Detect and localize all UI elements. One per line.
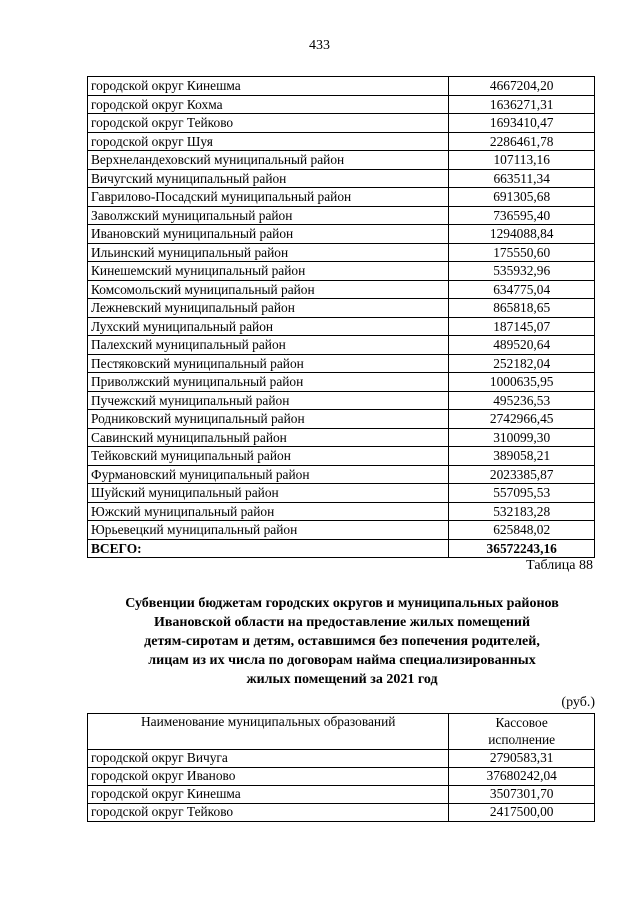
title-line: детям-сиротам и детям, оставшимся без попечения родителей, (144, 634, 540, 649)
table-row (88, 280, 595, 299)
table-row (88, 114, 595, 133)
column-header-value-line: Кассовое (495, 715, 548, 730)
municipality-name-cell: Юрьевецкий муниципальный район (88, 521, 449, 540)
amount-cell: 187145,07 (449, 317, 595, 336)
amount-cell: 865818,65 (449, 299, 595, 318)
table-row (88, 391, 595, 410)
table-row (88, 410, 595, 429)
table-row (88, 206, 595, 225)
title-line: жилых помещений за 2021 год (246, 672, 438, 687)
municipality-name-cell: городской округ Шуя (88, 132, 449, 151)
municipality-name-cell: городской округ Вичуга (88, 749, 449, 767)
table-number-label: Таблица 88 (526, 558, 593, 573)
amount-cell: 691305,68 (449, 188, 595, 207)
total-row (88, 539, 595, 558)
table-row (88, 188, 595, 207)
column-header-value-line: исполнение (488, 731, 556, 747)
title-line: лицам из их числа по договорам найма специализированных (148, 653, 536, 668)
municipality-name-cell: Комсомольский муниципальный район (88, 280, 449, 299)
amount-cell: 625848,02 (449, 521, 595, 540)
municipality-name-cell: Южский муниципальный район (88, 502, 449, 521)
amount-cell: 2742966,45 (449, 410, 595, 429)
municipality-name-cell: городской округ Кохма (88, 95, 449, 114)
amount-cell: 634775,04 (449, 280, 595, 299)
total-amount: 36572243,16 (449, 539, 595, 558)
table-row (88, 225, 595, 244)
table-row (88, 262, 595, 281)
table-row (88, 484, 595, 503)
municipality-name-cell: Палехский муниципальный район (88, 336, 449, 355)
page-number: 433 (309, 38, 330, 53)
table-row (88, 243, 595, 262)
subsidy-table-continued (87, 76, 595, 558)
title-line: Ивановской области на предоставление жилых помещений (153, 615, 531, 630)
column-header-value (449, 714, 595, 750)
amount-cell: 107113,16 (449, 151, 595, 170)
table-row (88, 77, 595, 96)
table-row (88, 521, 595, 540)
municipality-name-cell: городской округ Кинешма (88, 77, 449, 96)
table-row (88, 749, 595, 767)
total-label: ВСЕГО: (88, 539, 449, 558)
table1-body (88, 77, 595, 558)
municipality-name-cell: Вичугский муниципальный район (88, 169, 449, 188)
municipality-name-cell: Приволжский муниципальный район (88, 373, 449, 392)
amount-cell: 1693410,47 (449, 114, 595, 133)
amount-cell: 663511,34 (449, 169, 595, 188)
municipality-name-cell: Лухский муниципальный район (88, 317, 449, 336)
table-row (88, 317, 595, 336)
table-row (88, 803, 595, 821)
table2-body (88, 749, 595, 821)
table-title (87, 594, 597, 689)
municipality-name-cell: Родниковский муниципальный район (88, 410, 449, 429)
municipality-name-cell: Фурмановский муниципальный район (88, 465, 449, 484)
amount-cell: 310099,30 (449, 428, 595, 447)
amount-cell: 37680242,04 (449, 767, 595, 785)
municipality-name-cell: Савинский муниципальный район (88, 428, 449, 447)
municipality-name-cell: Пучежский муниципальный район (88, 391, 449, 410)
amount-cell: 2286461,78 (449, 132, 595, 151)
table-row (88, 447, 595, 466)
amount-cell: 1000635,95 (449, 373, 595, 392)
municipality-name-cell: Заволжский муниципальный район (88, 206, 449, 225)
currency-unit-label: (руб.) (561, 695, 595, 710)
amount-cell: 4667204,20 (449, 77, 595, 96)
amount-cell: 3507301,70 (449, 785, 595, 803)
municipality-name-cell: Верхнеландеховский муниципальный район (88, 151, 449, 170)
municipality-name-cell: Кинешемский муниципальный район (88, 262, 449, 281)
table-row (88, 502, 595, 521)
municipality-name-cell: городской округ Тейково (88, 803, 449, 821)
table-row (88, 767, 595, 785)
amount-cell: 489520,64 (449, 336, 595, 355)
amount-cell: 175550,60 (449, 243, 595, 262)
amount-cell: 495236,53 (449, 391, 595, 410)
title-line: Субвенции бюджетам городских округов и муниципальных районов (125, 596, 559, 611)
municipality-name-cell: Шуйский муниципальный район (88, 484, 449, 503)
table-row (88, 95, 595, 114)
municipality-name-cell: Пестяковский муниципальный район (88, 354, 449, 373)
municipality-name-cell: городской округ Кинешма (88, 785, 449, 803)
amount-cell: 2023385,87 (449, 465, 595, 484)
amount-cell: 389058,21 (449, 447, 595, 466)
amount-cell: 2417500,00 (449, 803, 595, 821)
table-row (88, 373, 595, 392)
table-row (88, 785, 595, 803)
table-row (88, 354, 595, 373)
amount-cell: 557095,53 (449, 484, 595, 503)
amount-cell: 535932,96 (449, 262, 595, 281)
municipality-name-cell: Гаврилово-Посадский муниципальный район (88, 188, 449, 207)
municipality-name-cell: Ильинский муниципальный район (88, 243, 449, 262)
column-header-name: Наименование муниципальных образований (88, 714, 449, 750)
amount-cell: 736595,40 (449, 206, 595, 225)
municipality-name-cell: городской округ Иваново (88, 767, 449, 785)
subvention-table (87, 713, 595, 822)
amount-cell: 1294088,84 (449, 225, 595, 244)
amount-cell: 532183,28 (449, 502, 595, 521)
municipality-name-cell: Тейковский муниципальный район (88, 447, 449, 466)
table-row (88, 336, 595, 355)
table-row (88, 151, 595, 170)
municipality-name-cell: Лежневский муниципальный район (88, 299, 449, 318)
amount-cell: 2790583,31 (449, 749, 595, 767)
table-row (88, 169, 595, 188)
table-header-row (88, 714, 595, 750)
table-row (88, 465, 595, 484)
table-row (88, 132, 595, 151)
amount-cell: 1636271,31 (449, 95, 595, 114)
municipality-name-cell: городской округ Тейково (88, 114, 449, 133)
amount-cell: 252182,04 (449, 354, 595, 373)
municipality-name-cell: Ивановский муниципальный район (88, 225, 449, 244)
table-row (88, 299, 595, 318)
table-row (88, 428, 595, 447)
